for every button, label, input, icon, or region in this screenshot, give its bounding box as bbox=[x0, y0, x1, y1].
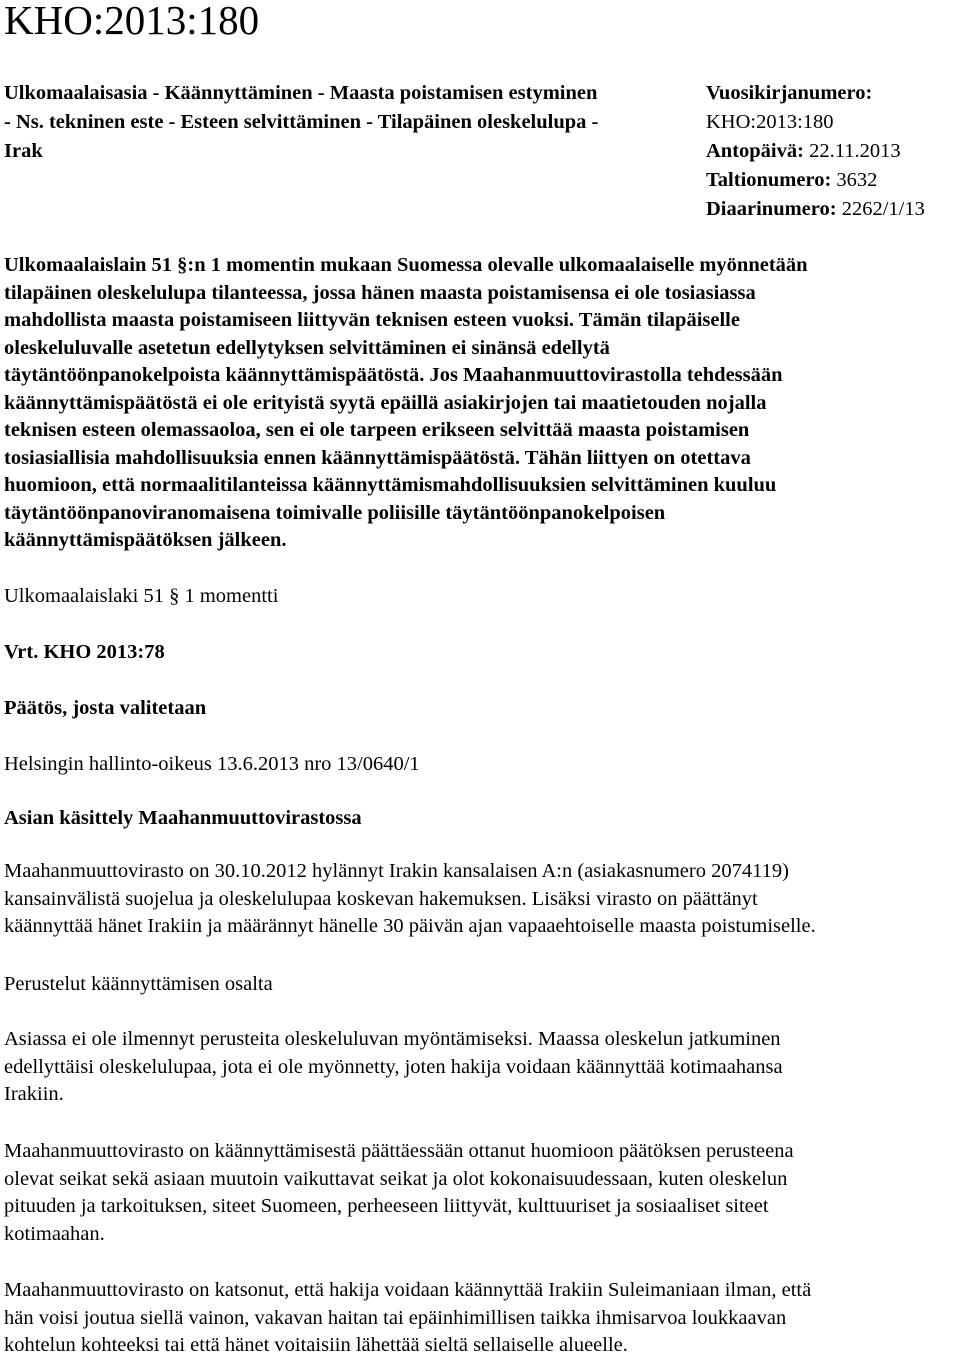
summary-line: tilapäinen oleskelulupa tilanteessa, jossa hänen maasta poistamisensa ei ole tosiasiassa bbox=[4, 281, 756, 304]
compare-reference: Vrt. KHO 2013:78 bbox=[4, 641, 165, 663]
record-value: 3632 bbox=[836, 169, 878, 191]
document-title: KHO:2013:180 bbox=[4, 0, 260, 43]
paragraph-line: Asiassa ei ole ilmennyt perusteita oleskeluluvan myöntämiseksi. Maassa oleskelun jatkuminen bbox=[4, 1028, 781, 1050]
paragraph-line: Maahanmuuttovirasto on katsonut, että hakija voidaan käännyttää Irakiin Suleimaniaan ilman, että bbox=[4, 1279, 812, 1301]
keywords-line: - Ns. tekninen este - Esteen selvittäminen - Tilapäinen oleskelulupa - bbox=[4, 111, 599, 133]
summary-line: mahdollista maasta poistamiseen liittyvän teknisen esteen vuoksi. Tämän tilapäiselle bbox=[4, 309, 740, 331]
appealed-decision-heading: Päätös, josta valitetaan bbox=[4, 697, 207, 719]
summary-line: Ulkomaalaislain 51 §:n 1 momentin mukaan Suomessa olevalle ulkomaalaiselle myönnetään bbox=[4, 254, 808, 276]
keywords-block bbox=[4, 79, 714, 166]
summary-line: huomioon, että normaalitilanteissa käännyttämismahdollisuuksien selvittäminen kuuluu bbox=[4, 474, 777, 496]
summary-line: käännyttämispäätöksen jälkeen. bbox=[4, 529, 287, 551]
metadata-block bbox=[706, 79, 925, 224]
reasons-heading: Perustelut käännyttämisen osalta bbox=[4, 973, 273, 995]
summary-line: oleskeluluvalle asetetun edellytyksen selvittäminen ei sinänsä edellytä bbox=[4, 336, 610, 359]
paragraph-line: pituuden ja tarkoituksen, siteet Suomeen, perheeseen liittyvät, kulttuuriset ja sosiaaliset siteet bbox=[4, 1195, 769, 1217]
migri-paragraph bbox=[4, 858, 959, 941]
reasons-paragraph-1 bbox=[4, 1026, 959, 1109]
appealed-decision: Helsingin hallinto-oikeus 13.6.2013 nro 13/0640/1 bbox=[4, 753, 420, 775]
paragraph-line: Maahanmuuttovirasto on 30.10.2012 hylännyt Irakin kansalaisen A:n (asiakasnumero 2074119) bbox=[4, 860, 789, 882]
paragraph-line: hän voisi joutua siellä vainon, vakavan haitan tai epäinhimillisen taikka ihmisarvoa loukkaavan bbox=[4, 1306, 787, 1329]
paragraph-line: kotimaahan. bbox=[4, 1222, 105, 1245]
record-row bbox=[706, 166, 925, 195]
date-row bbox=[706, 137, 925, 166]
reasons-paragraph-2 bbox=[4, 1138, 959, 1248]
keywords-line: Irak bbox=[4, 140, 43, 162]
summary-line: täytäntöönpanokelpoista käännyttämispäätöstä. Jos Maahanmuuttovirastolla tehdessään bbox=[4, 364, 783, 386]
summary-line: täytäntöönpanoviranomaisena toimivalle poliisille täytäntöönpanokelpoisen bbox=[4, 501, 666, 524]
paragraph-line: Maahanmuuttovirasto on käännyttämisestä päättäessään ottanut huomioon päätöksen perusteena bbox=[4, 1140, 794, 1162]
paragraph-line: kansainvälistä suojelua ja oleskelulupaa koskevan hakemuksen. Lisäksi virasto on päättänyt bbox=[4, 887, 758, 910]
diary-row bbox=[706, 195, 925, 224]
paragraph-line: Irakiin. bbox=[4, 1083, 64, 1105]
paragraph-line: olevat seikat sekä asiaan muutoin vaikuttavat seikat ja olot kokonaisuudessaan, kuten oleskelun bbox=[4, 1167, 788, 1190]
yearbook-label: Vuosikirjanumero: bbox=[706, 82, 873, 104]
date-label: Antopäivä: bbox=[706, 140, 804, 162]
diary-label: Diaarinumero: bbox=[706, 198, 837, 220]
summary-line: käännyttämispäätöstä ei ole erityistä syytä epäillä asiakirjojen tai maatietouden nojalla bbox=[4, 391, 767, 414]
decision-summary bbox=[4, 252, 959, 555]
yearbook-value: KHO:2013:180 bbox=[706, 111, 834, 133]
paragraph-line: käännyttää hänet Irakiin ja määrännyt hänelle 30 päivän ajan vapaaehtoiselle maasta poistumiselle. bbox=[4, 915, 816, 937]
paragraph-line: kohtelun kohteeksi tai että hänet voitaisiin lähettää sieltä sellaiselle alueelle. bbox=[4, 1334, 628, 1356]
keywords-line: Ulkomaalaisasia - Käännyttäminen - Maasta poistamisen estyminen bbox=[4, 82, 598, 104]
date-value: 22.11.2013 bbox=[809, 140, 901, 162]
summary-line: teknisen esteen olemassaoloa, sen ei ole tarpeen erikseen selvittää maasta poistamisen bbox=[4, 419, 750, 441]
summary-line: tosiasiallisia mahdollisuuksia ennen käännyttämispäätöstä. Tähän liittyen on otettava bbox=[4, 446, 751, 469]
paragraph-line: edellyttäisi oleskelulupaa, jota ei ole myönnetty, joten hakija voidaan käännyttää kotimaahansa bbox=[4, 1055, 783, 1078]
record-label: Taltionumero: bbox=[706, 169, 832, 191]
diary-value: 2262/1/13 bbox=[841, 198, 925, 220]
yearbook-label-row bbox=[706, 79, 925, 108]
yearbook-value-row bbox=[706, 108, 925, 137]
reasons-paragraph-3 bbox=[4, 1277, 959, 1360]
migri-heading: Asian käsittely Maahanmuuttovirastossa bbox=[4, 807, 362, 829]
law-reference: Ulkomaalaislaki 51 § 1 momentti bbox=[4, 585, 279, 607]
